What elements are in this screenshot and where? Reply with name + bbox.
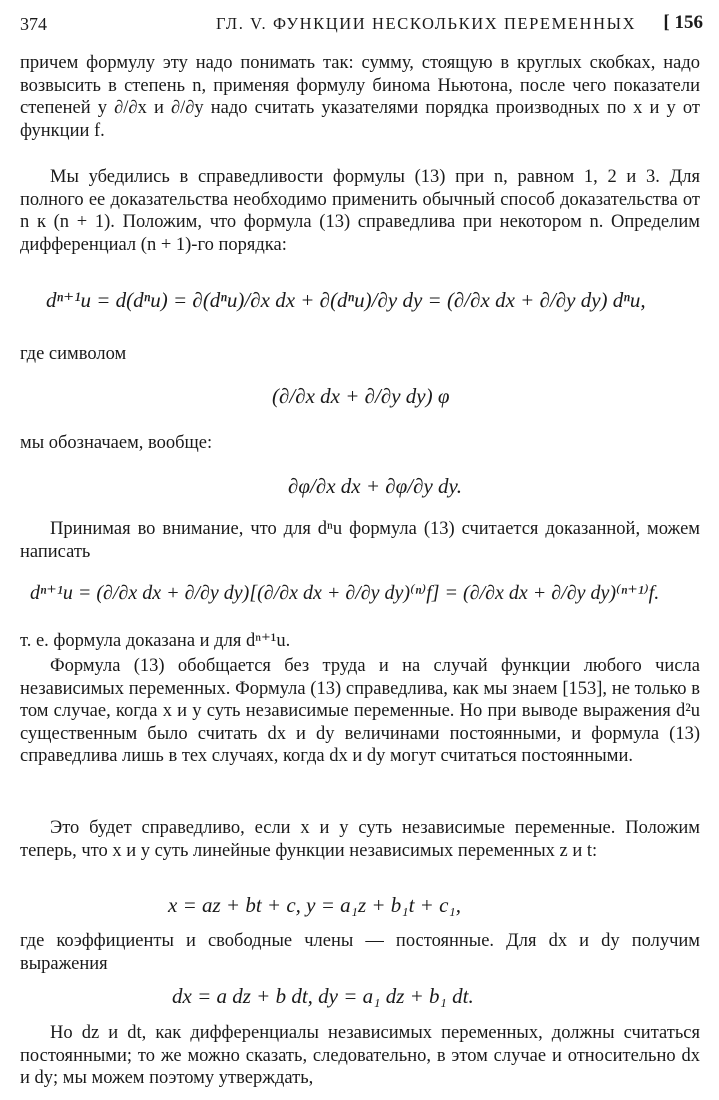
equation-3-text: ∂φ/∂x dx + ∂φ/∂y dy. [288, 474, 462, 498]
equation-1 [46, 288, 646, 313]
paragraph-4: мы обозначаем, вообще: [20, 433, 213, 453]
paragraph-1: причем формулу эту надо понимать так: сумму, стоящую в круглых скобках, надо возвысить в степень n, применяя формулу бинома Ньютона, после чего показатели степеней у ∂/∂x и ∂/∂y надо считать указателями порядка производных по x и y от функции f. [20, 53, 700, 141]
equation-5 [168, 893, 461, 918]
section-number: [ 156 [663, 12, 703, 33]
equation-1-text: dⁿ⁺¹u = d(dⁿu) = ∂(dⁿu)/∂x dx + ∂(dⁿu)/∂y dy = (∂/∂x dx + ∂/∂y dy) dⁿu, [46, 288, 646, 312]
equation-6 [172, 984, 474, 1009]
equation-3 [288, 474, 462, 499]
equation-4 [30, 580, 659, 605]
page-header [20, 12, 703, 42]
equation-2 [272, 384, 450, 409]
page-number: 374 [20, 14, 47, 34]
equation-5-text: x = az + bt + c, y = a₁z + b₁t + c₁, [168, 893, 461, 917]
paragraph-5: Принимая во внимание, что для dⁿu формула (13) считается доказанной, можем написать [20, 519, 700, 562]
equation-2-text: (∂/∂x dx + ∂/∂y dy) φ [272, 384, 450, 408]
paragraph-7: Формула (13) обобщается без труда и на случай функции любого числа независимых переменных. Формула (13) справедлива, как мы знаем [153], не только в том случае, когда x и y суть независимые переменные. Но при выводе выражения d²u существенным было считать dx и dy величинами постоянными, и формула (13) справедлива лишь в тех случаях, когда dx и dy могут считаться постоянными. [20, 656, 700, 766]
paragraph-9: где коэффициенты и свободные члены — постоянные. Для dx и dy получим выражения [20, 931, 700, 974]
paragraph-10: Но dz и dt, как дифференциалы независимых переменных, должны считаться постоянными; то же можно сказать, следовательно, в этом случае и относительно dx и dy; мы можем поэтому утверждать, [20, 1023, 700, 1088]
paragraph-3: где символом [20, 344, 127, 364]
paragraph-2: Мы убедились в справедливости формулы (13) при n, равном 1, 2 и 3. Для полного ее доказательства необходимо применить обычный способ доказательства от n к (n + 1). Положим, что формула (13) справедлива при некотором n. Определим дифференциал (n + 1)-го порядка: [20, 167, 700, 255]
equation-4-text: dⁿ⁺¹u = (∂/∂x dx + ∂/∂y dy)[(∂/∂x dx + ∂/∂y dy)⁽ⁿ⁾f] = (∂/∂x dx + ∂/∂y dy)⁽ⁿ⁺¹⁾f. [30, 582, 660, 604]
paragraph-6: т. е. формула доказана и для dⁿ⁺¹u. [20, 631, 291, 651]
paragraph-8: Это будет справедливо, если x и y суть независимые переменные. Положим теперь, что x и y суть линейные функции независимых переменных z и t: [20, 818, 700, 861]
chapter-title: ГЛ. V. ФУНКЦИИ НЕСКОЛЬКИХ ПЕРЕМЕННЫХ [216, 14, 637, 33]
equation-6-text: dx = a dz + b dt, dy = a₁ dz + b₁ dt. [172, 984, 474, 1008]
